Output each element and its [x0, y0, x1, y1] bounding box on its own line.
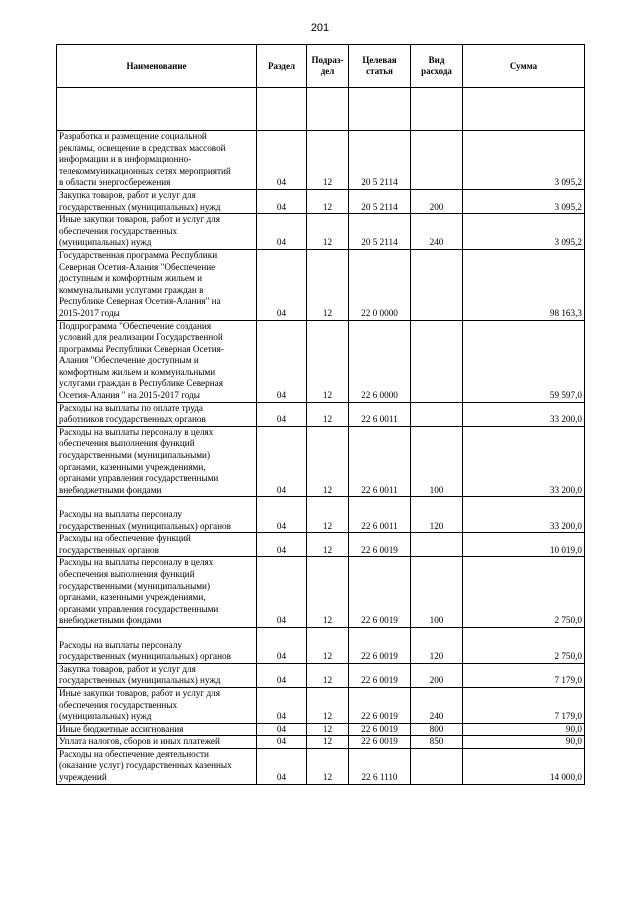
cell-section: 04 [257, 687, 307, 723]
spacer-cell [57, 88, 257, 131]
table-row [57, 402, 585, 426]
cell-expense-type [411, 131, 463, 190]
table-row [57, 557, 585, 628]
table-header-row [57, 45, 585, 88]
cell-name: Закупка товаров, работ и услуг для государственных (муниципальных) нужд [57, 663, 257, 687]
cell-target-article: 22 6 1110 [349, 748, 411, 784]
table-row [57, 320, 585, 402]
spacer-cell [257, 88, 307, 131]
table-row [57, 533, 585, 557]
cell-subsection: 12 [307, 402, 349, 426]
budget-table [56, 44, 585, 785]
cell-section: 04 [257, 426, 307, 497]
cell-target-article: 22 6 0011 [349, 402, 411, 426]
table-row [57, 748, 585, 784]
spacer-cell [411, 88, 463, 131]
cell-amount: 3 095,2 [463, 131, 585, 190]
cell-target-article: 22 6 0019 [349, 627, 411, 663]
cell-subsection: 12 [307, 533, 349, 557]
cell-name: Расходы на выплаты персоналу в целях обеспечения выполнения функций государственными (муниципальными) органами, казенными учреждениями, органами управления государственными внебюджетными фондами [57, 426, 257, 497]
cell-expense-type: 240 [411, 687, 463, 723]
table-row [57, 131, 585, 190]
cell-section: 04 [257, 249, 307, 320]
table-row [57, 627, 585, 663]
cell-amount: 2 750,0 [463, 557, 585, 628]
cell-section: 04 [257, 557, 307, 628]
table-spacer-row [57, 88, 585, 131]
cell-expense-type: 200 [411, 663, 463, 687]
cell-name: Иные закупки товаров, работ и услуг для обеспечения государственных (муниципальных) нужд [57, 214, 257, 250]
table-row [57, 663, 585, 687]
cell-expense-type: 100 [411, 557, 463, 628]
cell-expense-type: 800 [411, 723, 463, 736]
cell-name: Расходы на выплаты персоналу государственных (муниципальных) органов [57, 627, 257, 663]
cell-expense-type [411, 533, 463, 557]
cell-amount: 14 000,0 [463, 748, 585, 784]
cell-target-article: 20 5 2114 [349, 214, 411, 250]
cell-subsection: 12 [307, 214, 349, 250]
cell-subsection: 12 [307, 131, 349, 190]
header-name: Наименование [57, 45, 257, 88]
cell-name: Расходы на выплаты по оплате труда работников государственных органов [57, 402, 257, 426]
cell-amount: 3 095,2 [463, 214, 585, 250]
cell-subsection: 12 [307, 249, 349, 320]
table-row [57, 736, 585, 749]
cell-target-article: 22 6 0019 [349, 687, 411, 723]
cell-section: 04 [257, 533, 307, 557]
cell-amount: 7 179,0 [463, 687, 585, 723]
cell-section: 04 [257, 627, 307, 663]
table-row [57, 426, 585, 497]
page-number: 201 [310, 22, 330, 34]
cell-section: 04 [257, 497, 307, 533]
cell-name: Закупка товаров, работ и услуг для государственных (муниципальных) нужд [57, 189, 257, 213]
cell-amount: 33 200,0 [463, 426, 585, 497]
cell-expense-type: 240 [411, 214, 463, 250]
cell-expense-type: 100 [411, 426, 463, 497]
cell-target-article: 22 6 0000 [349, 320, 411, 402]
cell-subsection: 12 [307, 723, 349, 736]
cell-amount: 98 163,3 [463, 249, 585, 320]
cell-subsection: 12 [307, 627, 349, 663]
header-subsection: Подраз- дел [307, 45, 349, 88]
cell-amount: 90,0 [463, 736, 585, 749]
cell-expense-type [411, 249, 463, 320]
cell-amount: 59 597,0 [463, 320, 585, 402]
header-expense-type: Вид расхода [411, 45, 463, 88]
cell-amount: 90,0 [463, 723, 585, 736]
cell-subsection: 12 [307, 687, 349, 723]
table-row [57, 687, 585, 723]
cell-name: Иные закупки товаров, работ и услуг для обеспечения государственных (муниципальных) нужд [57, 687, 257, 723]
table-row [57, 214, 585, 250]
cell-amount: 7 179,0 [463, 663, 585, 687]
cell-target-article: 22 6 0019 [349, 723, 411, 736]
table-row [57, 189, 585, 213]
cell-target-article: 22 6 0019 [349, 557, 411, 628]
cell-name: Расходы на выплаты персоналу государственных (муниципальных) органов [57, 497, 257, 533]
cell-section: 04 [257, 402, 307, 426]
cell-section: 04 [257, 131, 307, 190]
cell-target-article: 22 6 0011 [349, 426, 411, 497]
cell-expense-type: 200 [411, 189, 463, 213]
header-section: Раздел [257, 45, 307, 88]
spacer-cell [463, 88, 585, 131]
cell-expense-type [411, 320, 463, 402]
cell-subsection: 12 [307, 497, 349, 533]
cell-name: Расходы на обеспечение функций государственных органов [57, 533, 257, 557]
cell-name: Разработка и размещение социальной рекламы, освещение в средствах массовой информации и в информационно- телекоммуникационных сетях мероприятий в области энергосбережения [57, 131, 257, 190]
header-amount: Сумма [463, 45, 585, 88]
cell-target-article: 22 6 0019 [349, 533, 411, 557]
cell-name: Расходы на обеспечение деятельности (оказание услуг) государственных казенных учреждений [57, 748, 257, 784]
cell-section: 04 [257, 214, 307, 250]
cell-subsection: 12 [307, 557, 349, 628]
cell-name: Государственная программа Республики Северная Осетия-Алания "Обеспечение доступным и комфортным жильем и коммунальными услугами граждан в Республике Северная Осетия-Алания" на 2015-2017 годы [57, 249, 257, 320]
cell-subsection: 12 [307, 748, 349, 784]
cell-subsection: 12 [307, 426, 349, 497]
cell-section: 04 [257, 320, 307, 402]
cell-subsection: 12 [307, 189, 349, 213]
cell-name: Подпрограмма "Обеспечение создания условий для реализации Государственной программы Республики Северная Осетия- Алания "Обеспечение доступным и комфортным жильем и коммунальными услугами граждан в Республике Северная Осетия-Алания " на 2015-2017 годы [57, 320, 257, 402]
cell-subsection: 12 [307, 663, 349, 687]
cell-expense-type: 120 [411, 627, 463, 663]
cell-expense-type [411, 402, 463, 426]
cell-amount: 33 200,0 [463, 402, 585, 426]
cell-subsection: 12 [307, 736, 349, 749]
cell-section: 04 [257, 736, 307, 749]
cell-target-article: 20 5 2114 [349, 131, 411, 190]
cell-expense-type: 850 [411, 736, 463, 749]
cell-subsection: 12 [307, 320, 349, 402]
cell-target-article: 22 6 0019 [349, 736, 411, 749]
cell-section: 04 [257, 748, 307, 784]
cell-target-article: 22 6 0019 [349, 663, 411, 687]
spacer-cell [349, 88, 411, 131]
cell-name: Расходы на выплаты персоналу в целях обеспечения выполнения функций государственными (муниципальными) органами, казенными учреждениями, органами управления государственными внебюджетными фондами [57, 557, 257, 628]
cell-section: 04 [257, 723, 307, 736]
cell-target-article: 22 0 0000 [349, 249, 411, 320]
cell-target-article: 20 5 2114 [349, 189, 411, 213]
cell-amount: 3 095,2 [463, 189, 585, 213]
spacer-cell [307, 88, 349, 131]
table-row [57, 497, 585, 533]
cell-expense-type: 120 [411, 497, 463, 533]
table-row [57, 249, 585, 320]
cell-section: 04 [257, 663, 307, 687]
table-row [57, 723, 585, 736]
cell-section: 04 [257, 189, 307, 213]
cell-amount: 33 200,0 [463, 497, 585, 533]
cell-target-article: 22 6 0011 [349, 497, 411, 533]
cell-name: Уплата налогов, сборов и иных платежей [57, 736, 257, 749]
cell-amount: 10 019,0 [463, 533, 585, 557]
header-target-article: Целевая статья [349, 45, 411, 88]
cell-name: Иные бюджетные ассигнования [57, 723, 257, 736]
cell-amount: 2 750,0 [463, 627, 585, 663]
cell-expense-type [411, 748, 463, 784]
